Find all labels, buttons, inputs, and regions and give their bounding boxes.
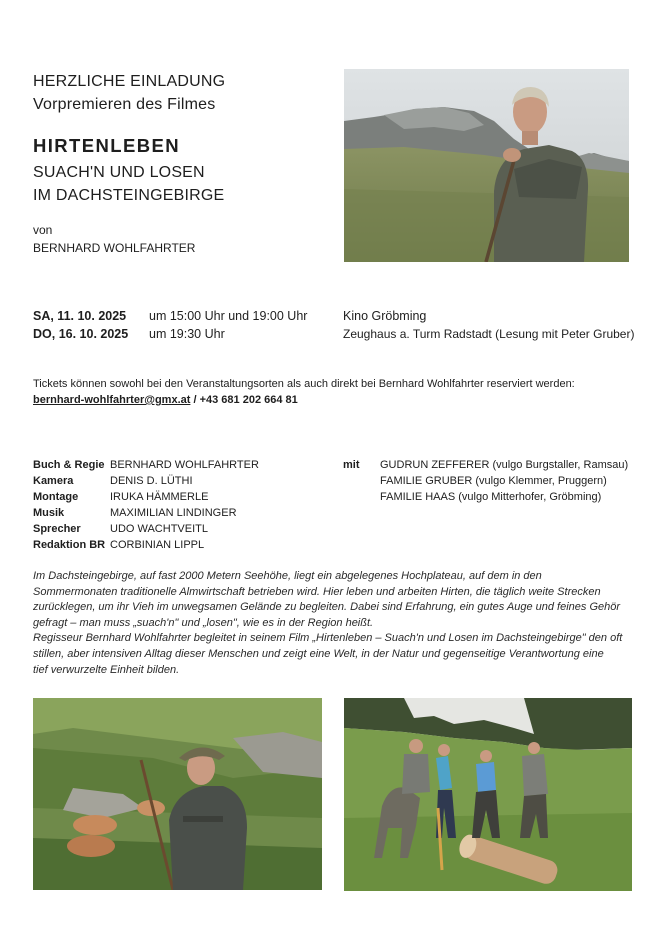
screening-venue-2: Zeughaus a. Turm Radstadt (Lesung mit Peter Gruber) <box>343 327 635 341</box>
heading-invitation: HERZLICHE EINLADUNG <box>33 73 226 90</box>
film-title: HIRTENLEBEN <box>33 135 180 156</box>
screening-time-1: um 15:00 Uhr und 19:00 Uhr <box>149 309 308 323</box>
email-link[interactable]: bernhard-wohlfahrter@gmx.at <box>33 394 191 406</box>
description-line: stillen, aber intensiven Alltag dieser Menschen und zeigt eine Welt, in der Natur und gegenseitige Verantwortung eine <box>33 647 604 660</box>
phone-number: / +43 681 202 664 81 <box>190 394 298 406</box>
credits-labels <box>33 457 105 553</box>
by-label: von <box>33 223 53 237</box>
author-name: BERNHARD WOHLFAHRTER <box>33 241 196 255</box>
description-line: zurücklegen, um ihr Vieh im unwegsamen Gelände zu begleiten. Dabei sind Erfahrung, ein gutes Auge und feines Gehör <box>33 601 621 614</box>
credit-label: Montage <box>33 491 79 503</box>
credits-values <box>110 457 259 553</box>
credit-label: Redaktion BR <box>33 539 106 551</box>
heading-premiere: Vorpremieren des Filmes <box>33 96 216 113</box>
credit-label: Buch & Regie <box>33 459 105 471</box>
cast-item: GUDRUN ZEFFERER (vulgo Burgstaller, Ramsau) <box>380 459 629 471</box>
film-subtitle-line1: SUACH'N UND LOSEN <box>33 164 205 181</box>
contact-line <box>33 392 298 408</box>
cast-item: FAMILIE GRUBER (vulgo Klemmer, Pruggern) <box>380 475 607 487</box>
shepherd-with-cattle-photo <box>33 698 322 890</box>
screening-date-1: SA, 11. 10. 2025 <box>33 309 127 323</box>
alpine-work-group-photo <box>344 698 632 891</box>
description-line: Im Dachsteingebirge, auf fast 2000 Metern Seehöhe, liegt ein abgelegenes Hochplateau, auf dem in den <box>33 570 542 582</box>
credit-label: Sprecher <box>33 523 81 535</box>
description-line: Regisseur Bernhard Wohlfahrter begleitet in seinem Film „Hirtenleben – Suach'n und Losen im Dachsteingebirge" den oft <box>33 632 623 645</box>
credit-label: Musik <box>33 507 65 519</box>
shepherd-portrait-photo <box>344 69 629 262</box>
credit-value: UDO WACHTVEITL <box>110 523 208 535</box>
cast-list <box>380 457 628 505</box>
credit-value: CORBINIAN LIPPL <box>110 539 205 551</box>
credit-value: DENIS D. LÜTHI <box>110 475 193 487</box>
film-subtitle-line2: IM DACHSTEINGEBIRGE <box>33 187 225 204</box>
cast-label: mit <box>343 459 360 471</box>
description-line: gefragt – man muss „suach'n" und „losen", wie es in der Region heißt. <box>33 616 374 629</box>
credit-value: MAXIMILIAN LINDINGER <box>110 507 237 519</box>
description-line: Sommermonaten traditionelle Almwirtschaft betrieben wird. Hier leben und arbeiten Hirten, die täglich weite Strecken <box>33 585 601 598</box>
cast-item: FAMILIE HAAS (vulgo Mitterhofer, Gröbming) <box>380 491 602 503</box>
screening-date-2: DO, 16. 10. 2025 <box>33 327 129 341</box>
film-description <box>33 569 643 678</box>
credit-value: IRUKA HÄMMERLE <box>110 491 209 503</box>
description-line: tief verwurzelte Einheit bilden. <box>33 663 180 676</box>
tickets-info: Tickets können sowohl bei den Veranstaltungsorten als auch direkt bei Bernhard Wohlfahrter reserviert werden: <box>33 378 575 390</box>
credit-value: BERNHARD WOHLFAHRTER <box>110 459 259 471</box>
screening-venue-1: Kino Gröbming <box>343 309 427 323</box>
credit-label: Kamera <box>33 475 74 487</box>
screening-time-2: um 19:30 Uhr <box>149 327 225 341</box>
